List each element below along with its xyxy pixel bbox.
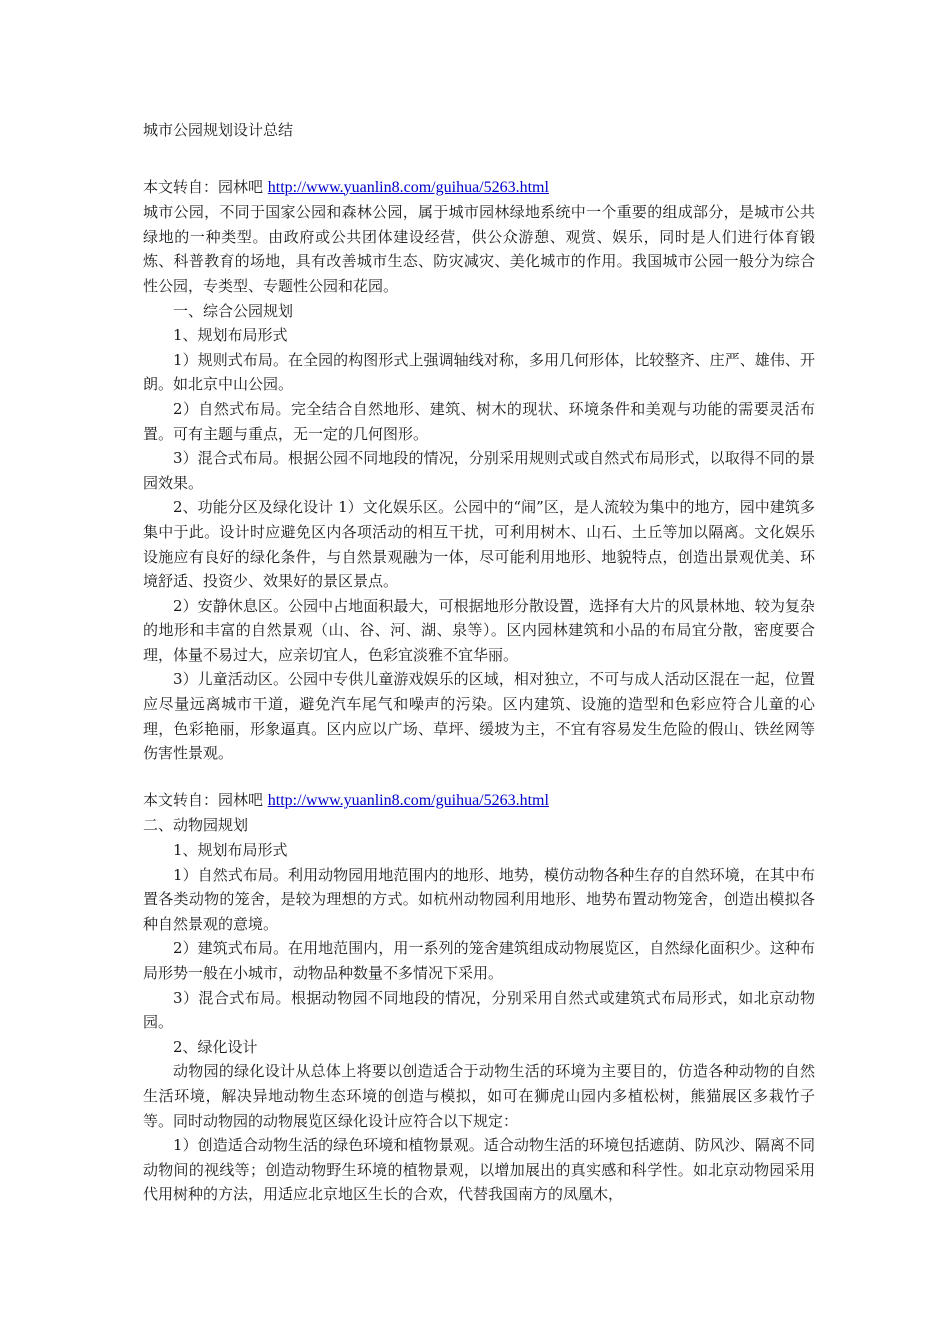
- paragraph: 1）创造适合动物生活的绿色环境和植物景观。适合动物生活的环境包括遮荫、防风沙、隔离不同动物间的视线等；创造动物野生环境的植物景观，以增加展出的真实感和科学性。如北京动物园采用代用树种的方法，用适应北京地区生长的合欢，代替我国南方的凤凰木，: [143, 1136, 815, 1204]
- source-line-2: [143, 788, 815, 814]
- paragraph: 2）自然式布局。完全结合自然地形、建筑、树木的现状、环境条件和美观与功能的需要灵活布置。可有主题与重点，无一定的几何图形。: [143, 399, 815, 443]
- doc-title: 城市公园规划设计总结: [143, 121, 294, 139]
- paragraph: 1）自然式布局。利用动物园用地范围内的地形、地势，模仿动物各种生存的自然环境，在其中布置各类动物的笼舍，是较为理想的方式。如杭州动物园利用地形、地势布置动物笼舍，创造出模拟各种自然景观的意境。: [143, 865, 815, 933]
- paragraph: 1）规则式布局。在全园的构图形式上强调轴线对称，多用几何形体，比较整齐、庄严、雄伟、开朗。如北京中山公园。: [143, 350, 815, 394]
- paragraph: 3）混合式布局。根据动物园不同地段的情况，分别采用自然式或建筑式布局形式，如北京动物园。: [143, 988, 815, 1032]
- source-link[interactable]: http://www.yuanlin8.com/guihua/5263.html: [267, 178, 549, 196]
- paragraph: 2）建筑式布局。在用地范围内，用一系列的笼舍建筑组成动物展览区，自然绿化面积少。这种布局形势一般在小城市，动物品种数量不多情况下采用。: [143, 939, 815, 982]
- document-page: [143, 118, 815, 1207]
- paragraph: 3）儿童活动区。公园中专供儿童游戏娱乐的区域，相对独立，不可与成人活动区混在一起，位置应尽量远离城市干道，避免汽车尾气和噪声的污染。区内建筑、设施的造型和色彩应符合儿童的心理，色彩艳丽，形象逼真。区内应以广场、草坪、缓坡为主，不宜有容易发生危险的假山、铁丝网等伤害性景观。: [143, 670, 815, 763]
- subsection-heading: 2、绿化设计: [173, 1037, 258, 1056]
- source-prefix: 本文转自：园林吧: [143, 177, 268, 196]
- paragraph: 3）混合式布局。根据公园不同地段的情况，分别采用规则式或自然式布局形式，以取得不同的景园效果。: [143, 449, 815, 492]
- subsection-heading: 1、规划布局形式: [173, 841, 288, 860]
- paragraph: 2）安静休息区。公园中占地面积最大，可根据地形分散设置，选择有大片的风景林地、较为复杂的地形和丰富的自然景观（山、谷、河、湖、泉等）。区内园林建筑和小品的布局宜分散，密度要合理，体量不易过大，应亲切宜人，色彩宜淡雅不宜华丽。: [143, 596, 815, 664]
- subsection-heading: 1、规划布局形式: [173, 326, 288, 345]
- source-line-1: [143, 175, 815, 201]
- source-link[interactable]: http://www.yuanlin8.com/guihua/5263.html: [267, 791, 549, 809]
- paragraph: 2、功能分区及绿化设计 1）文化娱乐区。公园中的“闹”区，是人流较为集中的地方，园中建筑多集中于此。设计时应避免区内各项活动的相互干扰，可利用树木、山石、土丘等加以隔离。文化娱乐设施应有良好的绿化条件，与自然景观融为一体，尽可能利用地形、地貌特点，创造出景观优美、环境舒适、投资少、效果好的景区景点。: [143, 498, 815, 591]
- paragraph: 动物园的绿化设计从总体上将要以创造适合于动物生活的环境为主要目的，仿造各种动物的自然生活环境，解决异地动物生态环境的创造与模拟，如可在狮虎山园内多植松树，熊猫展区多栽竹子等。同时动物园的动物展览区绿化设计应符合以下规定：: [143, 1062, 815, 1130]
- section-heading: 一、综合公园规划: [173, 301, 294, 320]
- section-heading: 二、动物园规划: [143, 816, 249, 835]
- intro-paragraph: 城市公园，不同于国家公园和森林公园，属于城市园林绿地系统中一个重要的组成部分，是城市公共绿地的一种类型。由政府或公共团体建设经营，供公众游憩、观赏、娱乐，同时是人们进行体育锻炼、科普教育的场地，具有改善城市生态、防灾减灾、美化城市的作用。我国城市公园一般分为综合性公园，专类型、专题性公园和花园。: [143, 203, 815, 295]
- source-prefix: 本文转自：园林吧: [143, 790, 268, 809]
